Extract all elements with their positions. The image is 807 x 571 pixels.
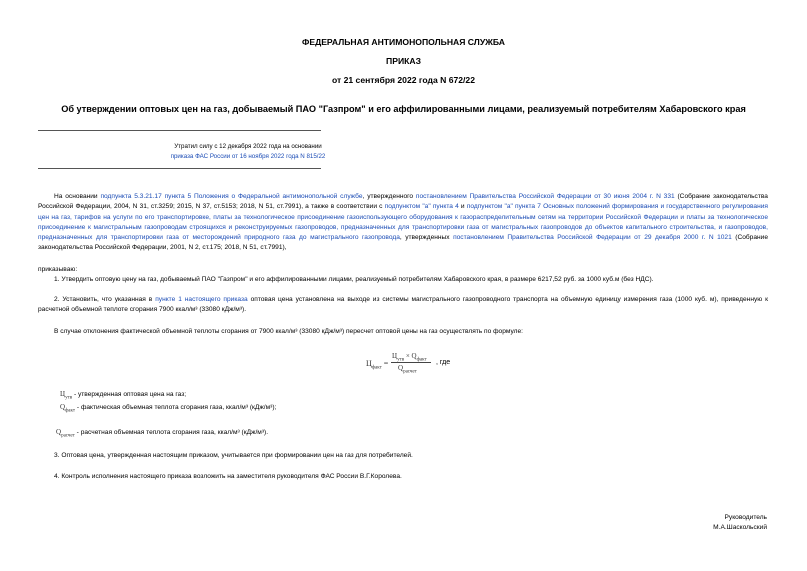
signature-name: М.А.Шаскольский <box>713 524 767 531</box>
preamble-text: , утвержденных <box>399 234 454 242</box>
subpoint-4-link[interactable]: подпунктом "а" пункта 4 <box>384 203 459 211</box>
document-type: ПРИКАЗ <box>386 56 421 66</box>
decree-1021-link[interactable]: постановлением Правительства Российской Федерации от 29 декабря 2000 г. N 1021 <box>453 234 732 242</box>
preamble-text: (Собрание законодательства Российской Федерации, 2004, N 31, ст.3259; 2015, N 37, ст.5153; 2018, N 51, ст.7991), а также в соответствии с <box>38 193 768 211</box>
document-date-number: от 21 сентября 2022 года N 672/22 <box>331 75 475 85</box>
item-1: 1. Утвердить оптовую цену на газ, добываемый ПАО "Газпром" и его аффилированными лицами, реализуемый потребителям Хабаровского края, в размере 6217,52 руб. за 1000 куб.м (без НДС). <box>54 276 654 283</box>
formula-denominator: $Q_{расчет}$ <box>398 364 417 375</box>
repeal-order-link[interactable]: приказа ФАС России от 16 ноября 2022 года N 815/22 <box>170 153 326 160</box>
signature-role: Руководитель <box>724 514 767 521</box>
subpoint-7-link[interactable]: подпунктом "а" пункта 7 Основных положений формирования и государственного регулирования цен на газ, тарифов на услуги по его транспортировке, платы за технологическое присоединение газоиспользующего оборудования к газораспределительным сетям на территории Российской Федерации и платы за технологическое присоединение к магистральным газопроводам строящихся и реконструируемых газопроводов, предназначенных для транспортировки газа от магистральных газопроводов до объектов капитального строительства, и газопроводов, предназначенных для транспортировки газа от месторождений природного газа до магистрального газопровода <box>38 203 768 242</box>
agency-heading: ФЕДЕРАЛЬНАЯ АНТИМОНОПОЛЬНАЯ СЛУЖБА <box>302 37 505 47</box>
preamble-paragraph <box>38 192 768 254</box>
item-2-text: оптовая цена установлена на выходе из системы магистрального газопроводного транспорта на объемную единицу измерения газа (1000 куб. м), приведенную к расчетной объемной теплоте сгорания 7900 ккал/м³ (33080 кДж/м³). <box>38 296 769 314</box>
preamble-text: и <box>458 203 467 211</box>
deviation-paragraph: В случае отклонения фактической объемной теплоты сгорания от 7900 ккал/м³ (33080 кДж/м³) пересчет оптовой цены на газ осуществлять по формуле: <box>54 328 523 335</box>
formula-numerator: $Ц_{утв} \times Q_{факт}$ <box>392 352 427 363</box>
preamble-text: На основании <box>54 193 101 200</box>
formula-suffix: , где <box>436 359 451 366</box>
divider <box>38 168 321 169</box>
preamble-text: , утвержденного <box>362 193 416 200</box>
decree-331-link[interactable]: постановлением Правительства Российской Федерации от 30 июня 2004 г. N 331 <box>415 193 675 200</box>
definition-approved-price: $Ц_{утв}$ - утвержденная оптовая цена на газ; <box>60 390 187 401</box>
preamble-text: (Собрание законодательства Российской Федерации, 2001, N 2, ст.175; 2018, N 51, ст.7991), <box>38 234 768 252</box>
item-4: 4. Контроль исполнения настоящего приказа возложить на заместителя руководителя ФАС России В.Г.Королева. <box>54 473 402 480</box>
definition-actual-heat: $Q_{факт}$ - фактическая объемная теплота сгорания газа, ккал/м³ (кДж/м³); <box>60 403 277 414</box>
item-2-text: 2. Установить, что указанная в <box>54 296 156 303</box>
status-note <box>38 143 458 160</box>
formula-lhs: $Ц_{факт}$ = <box>366 359 389 371</box>
document-title: Об утверждении оптовых цен на газ, добываемый ПАО "Газпром" и его аффилированными лицами, реализуемый потребителям Хабаровского края <box>61 104 746 114</box>
orders-word: приказываю: <box>38 266 78 273</box>
regulation-link[interactable]: подпункта 5.3.21.17 пункта 5 Положения о Федеральной антимонопольной службе <box>100 193 363 200</box>
point-1-link[interactable]: пункте 1 настоящего приказа <box>155 296 248 303</box>
fraction-bar <box>391 362 431 363</box>
item-3: 3. Оптовая цена, утвержденная настоящим приказом, учитывается при формировании цен на газ для потребителей. <box>54 452 413 459</box>
status-line: Утратил силу с 12 декабря 2022 года на основании <box>174 143 322 150</box>
item-2 <box>38 295 768 316</box>
divider <box>38 130 321 131</box>
price-formula <box>366 352 506 378</box>
definition-calculated-heat: $Q_{расчет}$ - расчетная объемная теплота сгорания газа, ккал/м³ (кДж/м³). <box>56 428 269 439</box>
